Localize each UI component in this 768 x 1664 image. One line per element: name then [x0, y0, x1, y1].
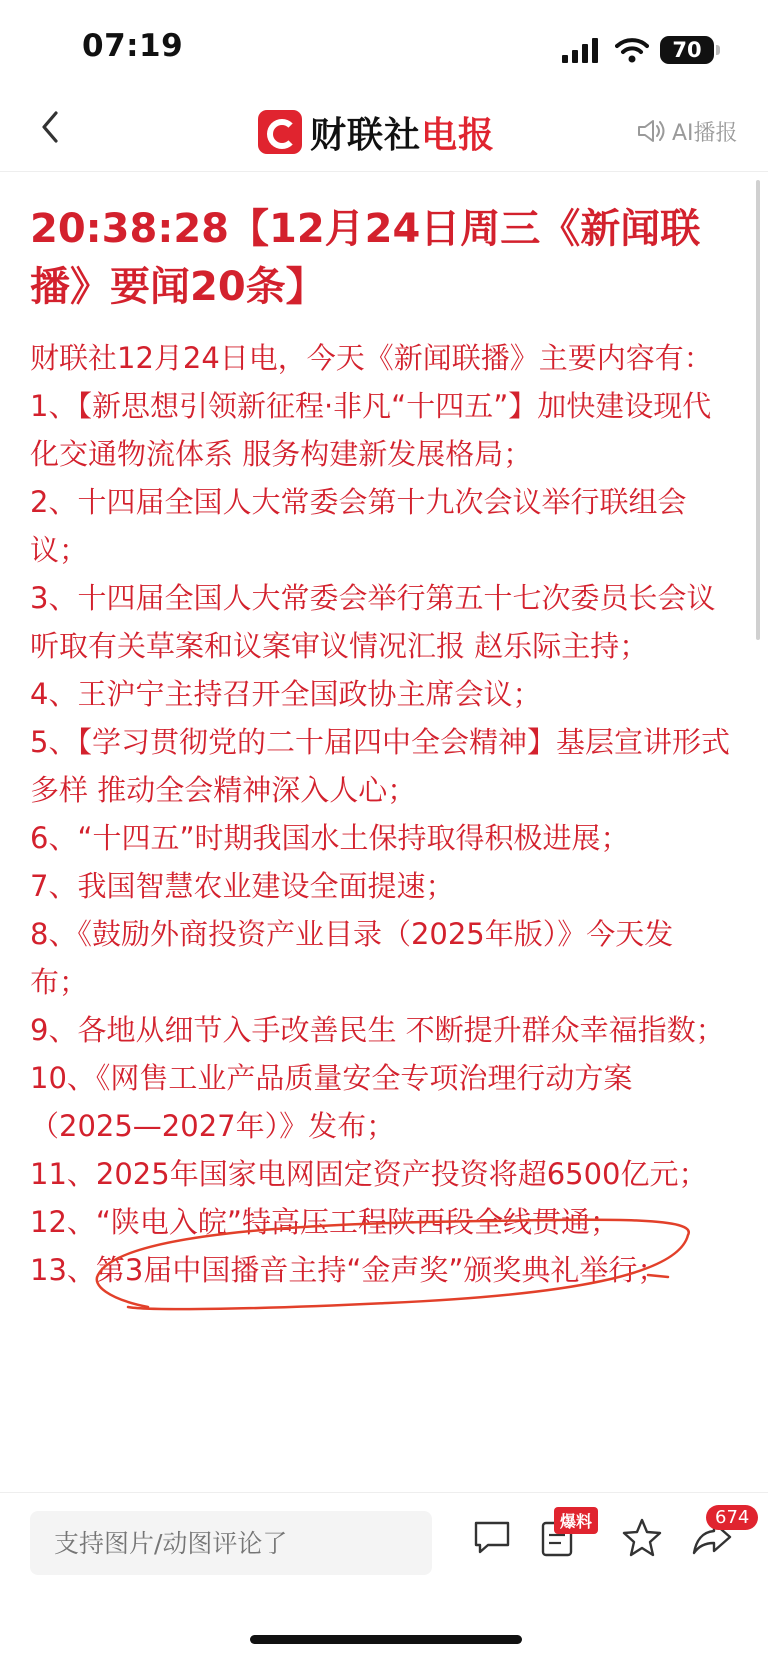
- news-item: 5、【学习贯彻党的二十届四中全会精神】基层宣讲形式多样 推动全会精神深入人心；: [30, 725, 730, 807]
- news-item: 1、【新思想引领新征程·非凡“十四五”】加快建设现代化交通物流体系 服务构建新发展格局；: [30, 389, 712, 471]
- news-item: 8、《鼓励外商投资产业目录（2025年版）》今天发布；: [30, 917, 674, 999]
- news-item: 13、第3届中国播音主持“金声奖”颁奖典礼举行；: [30, 1253, 667, 1287]
- news-item-highlighted: 11、2025年国家电网固定资产投资将超6500亿元；: [30, 1157, 708, 1191]
- news-item: 9、各地从细节入手改善民生 不断提升群众幸福指数；: [30, 1013, 725, 1047]
- report-badge: 爆料: [554, 1507, 598, 1534]
- news-item: 7、我国智慧农业建设全面提速；: [30, 869, 455, 903]
- article-headline: 20:38:28【12月24日周三《新闻联播》要闻20条】: [30, 206, 701, 310]
- home-indicator: [250, 1635, 522, 1644]
- brand-name-highlight: 电报: [421, 114, 496, 156]
- article-paragraph: 财联社12月24日电，今天《新闻联播》主要内容有：: [30, 341, 713, 375]
- news-item: 6、“十四五”时期我国水土保持取得积极进展；: [30, 821, 630, 855]
- article: [30, 200, 730, 1294]
- scrollbar[interactable]: [756, 180, 760, 640]
- share-count-badge: 674: [706, 1505, 758, 1530]
- brand-logo: [258, 107, 495, 157]
- bottom-bar: [0, 1492, 768, 1664]
- news-item: 2、十四届全国人大常委会第十九次会议举行联组会议；: [30, 485, 687, 567]
- comment-icon[interactable]: [470, 1515, 514, 1559]
- speaker-icon: [636, 117, 666, 145]
- news-item: 4、王沪宁主持召开全国政协主席会议；: [30, 677, 542, 711]
- brand-name: 财联社: [310, 114, 422, 156]
- status-time: 07:19: [82, 28, 184, 64]
- ai-broadcast-label: AI播报: [672, 120, 738, 146]
- ai-broadcast-button[interactable]: [636, 113, 738, 149]
- wifi-icon: [615, 36, 649, 64]
- signal-icon: [560, 37, 600, 65]
- brand-logo-mark: [258, 110, 302, 154]
- news-item: 12、“陕电入皖”特高压工程陕西段全线贯通；: [30, 1205, 619, 1239]
- news-item: 10、《网售工业产品质量安全专项治理行动方案（2025—2027年）》发布；: [30, 1061, 633, 1143]
- battery-tip: [716, 45, 720, 55]
- status-bar: [0, 0, 768, 95]
- star-icon[interactable]: [620, 1515, 664, 1559]
- battery-indicator: 70: [660, 36, 714, 64]
- nav-bar: [0, 95, 768, 172]
- back-chevron-icon[interactable]: [36, 107, 66, 147]
- article-body: [30, 334, 730, 1294]
- news-item: 3、十四届全国人大常委会举行第五十七次委员长会议 听取有关草案和议案审议情况汇报 赵乐际主持；: [30, 581, 716, 663]
- comment-input[interactable]: [30, 1511, 432, 1575]
